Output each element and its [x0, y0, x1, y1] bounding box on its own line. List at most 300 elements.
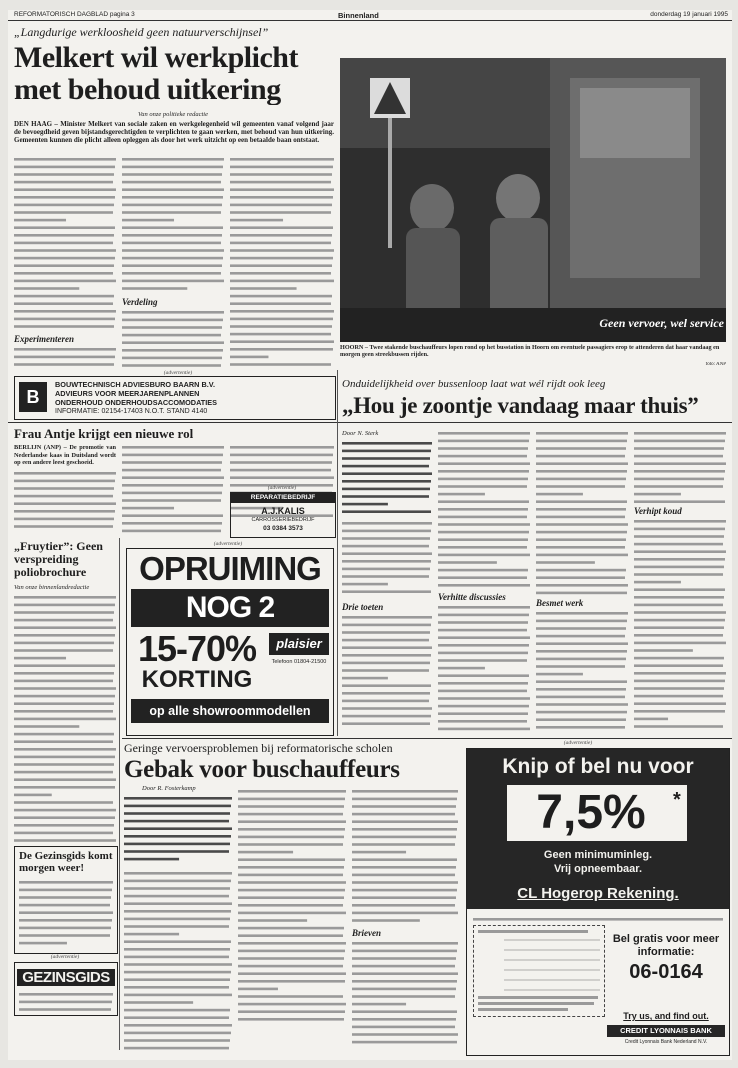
text-line	[14, 718, 116, 721]
bouw-line-2: ADVIEURS VOOR MEERJARENPLANNEN	[55, 390, 200, 398]
text-line	[342, 568, 430, 571]
bouw-line-1: BOUWTECHNISCH ADVIESBURO BAARN B.V.	[55, 381, 216, 389]
text-line	[352, 1033, 458, 1036]
photo-credit: foto: ANP	[705, 362, 726, 367]
text-line	[230, 302, 331, 305]
gezinsgids-ad-text	[19, 991, 113, 1011]
text-line	[124, 1016, 229, 1019]
text-line	[536, 576, 625, 579]
ad-bouwtechnisch[interactable]	[14, 376, 336, 420]
overvol-sub-besmet: Besmet werk	[536, 598, 584, 608]
text-line	[342, 639, 429, 642]
gebak-column-2	[238, 788, 346, 1028]
text-line	[438, 493, 485, 496]
sale-line-4: KORTING	[141, 667, 253, 693]
text-line	[536, 592, 627, 595]
gebak-column-1	[124, 870, 232, 1050]
text-line	[238, 820, 346, 823]
text-line	[14, 249, 116, 252]
text-line	[438, 538, 528, 541]
bank-top-line: Knip of bel nu voor	[502, 755, 694, 778]
text-line	[438, 606, 530, 609]
text-line	[122, 226, 223, 229]
text-line	[342, 503, 388, 506]
text-line	[124, 925, 229, 928]
text-lines	[438, 606, 530, 730]
text-line	[342, 616, 432, 619]
text-lines-graphic	[14, 470, 116, 530]
newspaper-page	[8, 10, 732, 1060]
text-line	[14, 173, 114, 176]
text-line	[19, 904, 110, 907]
text-line	[238, 904, 343, 907]
text-line	[14, 695, 115, 698]
text-line	[14, 325, 114, 328]
text-lines	[14, 472, 116, 528]
text-line	[238, 790, 346, 793]
bank-coupon-form[interactable]	[473, 925, 605, 1017]
text-line	[342, 530, 431, 533]
text-line	[230, 234, 332, 237]
text-line	[352, 843, 455, 846]
text-line	[238, 972, 346, 975]
ad-label: (advertentie)	[267, 485, 297, 491]
header-date: donderdag 19 januari 1995	[650, 11, 728, 18]
text-line	[536, 432, 628, 435]
text-line	[342, 488, 430, 491]
text-line	[230, 280, 334, 283]
bank-cta: Try us, and find out.	[623, 1011, 709, 1021]
text-line	[122, 492, 222, 495]
text-line	[230, 242, 331, 245]
text-lines-graphic	[230, 156, 334, 368]
text-line	[230, 446, 334, 449]
text-line	[122, 334, 221, 337]
text-line	[14, 832, 113, 835]
text-line	[536, 650, 627, 653]
text-line	[124, 910, 231, 913]
text-line	[536, 523, 628, 526]
text-line	[14, 794, 52, 797]
text-line	[124, 1039, 230, 1042]
text-line	[342, 700, 429, 703]
text-lines	[14, 158, 116, 328]
text-line	[14, 710, 113, 713]
text-line	[634, 672, 726, 675]
text-lines	[122, 158, 224, 290]
text-line	[19, 1008, 111, 1011]
text-line	[438, 455, 527, 458]
text-line	[124, 820, 229, 823]
text-lines	[19, 993, 113, 1011]
text-line	[438, 584, 530, 587]
text-line	[238, 912, 346, 915]
text-line	[342, 707, 432, 710]
text-lines	[634, 432, 726, 503]
text-line	[122, 530, 221, 533]
melkert-lead: DEN HAAG – Minister Melkert van sociale zaken en werkgelegenheid wil gemeenten vanaf volgend jaar de bevoegdheid geven bijstandsgerechtigden te verplichten te gaan werken, met behoud van hun uitkering. Gemeenten kunnen die plicht alleen opleggen als door het werk uitzicht op een betaalde baan ontstaat.	[14, 120, 334, 145]
text-lines	[122, 446, 224, 532]
text-line	[14, 158, 116, 161]
text-line	[634, 440, 725, 443]
gebak-lead	[124, 795, 232, 865]
text-line	[352, 828, 457, 831]
text-line	[14, 219, 66, 222]
text-line	[230, 249, 334, 252]
text-line	[438, 720, 527, 723]
melkert-headline-1: Melkert wil werkplicht	[14, 42, 298, 73]
text-line	[238, 988, 278, 991]
bank-line-2: Vrij opneembaar.	[553, 863, 643, 875]
text-line	[14, 748, 116, 751]
text-line	[124, 835, 231, 838]
text-line	[230, 287, 297, 290]
text-lines-graphic	[122, 156, 224, 296]
text-line	[122, 166, 223, 169]
text-line	[536, 642, 628, 645]
text-lines	[634, 520, 726, 728]
text-line	[238, 889, 345, 892]
text-line	[634, 581, 681, 584]
text-line	[124, 827, 232, 830]
text-line	[634, 500, 725, 503]
text-line	[238, 1003, 346, 1006]
text-line	[14, 363, 114, 366]
text-line	[634, 543, 723, 546]
gebak-column-3b	[352, 940, 458, 1050]
text-line	[536, 569, 626, 572]
text-line	[342, 715, 431, 718]
text-line	[352, 851, 406, 854]
text-line	[536, 554, 628, 557]
text-line	[230, 264, 332, 267]
text-line	[536, 635, 625, 638]
text-lines	[342, 616, 432, 725]
text-line	[14, 264, 114, 267]
bank-phone: 06-0164	[629, 961, 703, 983]
text-line	[634, 725, 723, 728]
text-line	[122, 287, 187, 290]
text-line	[238, 881, 346, 884]
overvol-sub-verhitte: Verhitte discussies	[438, 592, 506, 602]
text-line	[352, 889, 457, 892]
photo-bus-station	[340, 58, 726, 342]
text-line	[438, 516, 527, 519]
bank-fineprint	[473, 913, 723, 923]
text-line	[438, 705, 529, 708]
photo-image	[340, 58, 726, 342]
text-line	[122, 181, 221, 184]
bouw-logo: B	[19, 382, 47, 412]
text-line	[14, 211, 113, 214]
text-line	[124, 933, 179, 936]
fruytier-byline: Van onze binnenlandredactie	[14, 584, 90, 591]
ad-label: (advertentie)	[163, 370, 193, 376]
gebak-headline: Gebak voor buschauffeurs	[124, 756, 400, 783]
text-line	[14, 611, 114, 614]
text-line	[352, 942, 458, 945]
repair-title: REPARATIEBEDRIJF	[231, 493, 335, 503]
gezinsgids-box[interactable]	[14, 846, 118, 954]
text-line	[122, 499, 221, 502]
text-line	[124, 986, 229, 989]
gebak-sub-brieven: Brieven	[352, 928, 381, 938]
fruytier-column	[14, 594, 116, 842]
overvol-column-3	[536, 430, 628, 596]
text-line	[634, 657, 724, 660]
text-lines-graphic	[342, 614, 432, 732]
text-line	[122, 204, 222, 207]
text-line	[230, 325, 332, 328]
text-lines	[124, 872, 232, 1049]
text-line	[230, 219, 283, 222]
text-line	[14, 226, 115, 229]
text-line	[14, 839, 116, 842]
text-line	[230, 318, 333, 321]
text-line	[352, 912, 458, 915]
text-lines	[438, 432, 530, 587]
text-line	[342, 472, 432, 475]
overvol-sub-verhipt: Verhipt koud	[634, 506, 682, 516]
text-line	[342, 669, 429, 672]
text-line	[122, 326, 222, 329]
text-line	[438, 712, 528, 715]
text-line	[230, 204, 332, 207]
repair-sub: CARROSSERIEBEDRIJF	[251, 517, 315, 523]
text-line	[634, 642, 726, 645]
text-line	[14, 642, 114, 645]
frau-column-1	[14, 470, 116, 530]
text-line	[352, 988, 456, 991]
text-line	[342, 692, 430, 695]
text-line	[342, 684, 431, 687]
text-line	[230, 166, 333, 169]
text-line	[122, 264, 222, 267]
text-line	[14, 196, 115, 199]
text-line	[536, 546, 625, 549]
text-line	[230, 257, 333, 260]
bank-line-1: Geen minimuminleg.	[543, 849, 653, 861]
text-line	[438, 462, 530, 465]
text-line	[342, 590, 431, 593]
ad-gezinsgids[interactable]	[14, 962, 118, 1016]
text-line	[230, 272, 331, 275]
text-line	[124, 850, 229, 853]
melkert-kicker: „Langdurige werkloosheid geen natuurverschijnsel”	[14, 26, 269, 39]
text-line	[438, 614, 529, 617]
text-line	[238, 942, 346, 945]
text-line	[14, 687, 116, 690]
text-line	[536, 516, 625, 519]
text-line	[342, 654, 431, 657]
text-line	[536, 665, 625, 668]
overvol-column-3b	[536, 610, 628, 732]
gezinsgids-logo: GEZINSGIDS	[17, 969, 115, 986]
text-line	[438, 531, 529, 534]
text-line	[14, 619, 113, 622]
bank-call-text: Bel gratis voor meer informatie:	[612, 933, 720, 958]
text-line	[230, 476, 334, 479]
text-line	[342, 510, 431, 513]
text-line	[634, 493, 681, 496]
text-line	[536, 673, 583, 676]
text-line	[634, 596, 724, 599]
text-line	[122, 188, 224, 191]
text-line	[438, 682, 528, 685]
text-line	[122, 272, 221, 275]
text-line	[438, 674, 529, 677]
text-line	[634, 485, 723, 488]
text-line	[122, 242, 221, 245]
text-line	[352, 881, 458, 884]
text-line	[342, 583, 388, 586]
ad-label: (advertentie)	[563, 740, 593, 746]
bank-footer: Credit Lyonnais Bank Nederland N.V.	[624, 1039, 708, 1045]
ad-reparatiebedrijf[interactable]	[230, 492, 336, 538]
text-line	[352, 1041, 457, 1044]
text-line	[342, 545, 429, 548]
text-line	[536, 508, 626, 511]
text-line	[19, 993, 113, 996]
text-line	[124, 1024, 232, 1027]
text-line	[230, 226, 333, 229]
text-line	[342, 677, 388, 680]
text-lines	[536, 612, 628, 729]
text-line	[230, 295, 332, 298]
ad-opruiming[interactable]	[126, 548, 334, 736]
text-line	[352, 980, 457, 983]
text-line	[19, 927, 111, 930]
text-line	[634, 470, 725, 473]
text-line	[536, 500, 627, 503]
text-line	[634, 588, 725, 591]
text-line	[230, 181, 331, 184]
text-line	[14, 763, 114, 766]
text-line	[634, 478, 724, 481]
melkert-headline-2: met behoud uitkering	[14, 74, 281, 105]
text-line	[536, 726, 625, 729]
text-line	[352, 1018, 456, 1021]
text-line	[14, 604, 115, 607]
text-line	[634, 611, 726, 614]
frau-column-2	[122, 444, 224, 534]
text-lines	[14, 596, 116, 842]
frau-headline: Frau Antje krijgt een nieuwe rol	[14, 427, 194, 440]
text-line	[536, 688, 626, 691]
text-line	[536, 620, 627, 623]
text-line	[352, 919, 420, 922]
sale-brand-logo: plaisier	[269, 633, 329, 655]
text-line	[438, 659, 527, 662]
text-lines-graphic	[473, 916, 723, 923]
text-line	[634, 710, 725, 713]
text-line	[124, 1009, 230, 1012]
text-line	[352, 836, 456, 839]
text-line	[634, 718, 668, 721]
text-line	[238, 927, 344, 930]
text-lines	[342, 522, 432, 593]
text-line	[19, 1001, 112, 1004]
text-line	[438, 447, 528, 450]
photo-caption: HOORN – Twee stakende buschauffeurs lopen rond op het busstation in Hoorn om eventuele passagiers erop te attenderen dat haar vandaag en morgen geen streekbussen rijden.	[340, 344, 720, 359]
text-line	[342, 575, 429, 578]
text-line	[122, 219, 174, 222]
text-line	[238, 874, 343, 877]
text-line	[122, 357, 222, 360]
text-lines-graphic	[438, 604, 530, 732]
text-line	[352, 965, 455, 968]
overvol-headline: „Hou je zoontje vandaag maar thuis”	[342, 393, 699, 418]
text-line	[352, 896, 456, 899]
text-line	[352, 1026, 455, 1029]
ad-credit-lyonnais[interactable]	[466, 748, 730, 1056]
header-rule	[8, 20, 732, 21]
text-line	[634, 550, 726, 553]
text-line	[122, 349, 223, 352]
text-line	[124, 1047, 229, 1050]
text-line	[14, 204, 114, 207]
overvol-column-4	[634, 430, 726, 504]
text-lines	[352, 942, 458, 1043]
text-line	[122, 234, 222, 237]
text-line	[124, 895, 229, 898]
text-line	[14, 510, 115, 513]
text-line	[124, 994, 232, 997]
melkert-sub-experimenteren: Experimenteren	[14, 334, 74, 344]
text-line	[536, 538, 626, 541]
ad-label: (advertentie)	[50, 954, 80, 960]
bank-rate: 7,5%	[536, 787, 646, 839]
overvol-column-4b	[634, 518, 726, 732]
text-line	[238, 836, 344, 839]
gebak-byline: Door R. Fosterkamp	[142, 785, 196, 792]
text-line	[536, 478, 626, 481]
text-line	[473, 918, 723, 921]
text-line	[124, 948, 230, 951]
text-line	[19, 881, 113, 884]
text-line	[342, 442, 432, 445]
text-line	[122, 514, 223, 517]
ad-label: (advertentie)	[213, 541, 243, 547]
text-line	[230, 188, 334, 191]
text-line	[19, 889, 112, 892]
text-line	[352, 957, 456, 960]
text-line	[14, 495, 113, 498]
text-line	[536, 440, 627, 443]
text-line	[14, 756, 115, 759]
text-lines-graphic	[352, 788, 458, 928]
melkert-column-2	[122, 156, 224, 296]
text-line	[342, 465, 429, 468]
overvol-kicker: Onduidelijkheid over bussenloop laat wat wél rijdt ook leeg	[342, 378, 606, 390]
melkert-column-3	[230, 156, 334, 368]
text-line	[342, 495, 429, 498]
text-lines-graphic	[536, 430, 628, 596]
text-line	[634, 573, 723, 576]
text-line	[14, 472, 116, 475]
text-lines-graphic	[438, 430, 530, 590]
text-line	[124, 940, 231, 943]
text-line	[634, 558, 725, 561]
text-lines-graphic	[124, 870, 232, 1050]
text-lines-graphic	[14, 156, 116, 334]
bouw-line-4: INFORMATIE: 02154-17403 N.O.T. STAND 4140	[55, 408, 208, 415]
bank-line-3: CL Hogerop Rekening.	[517, 885, 679, 902]
text-line	[238, 965, 343, 968]
text-line	[122, 454, 223, 457]
sale-line-5: op alle showroommodellen	[131, 699, 329, 723]
text-line	[122, 461, 222, 464]
